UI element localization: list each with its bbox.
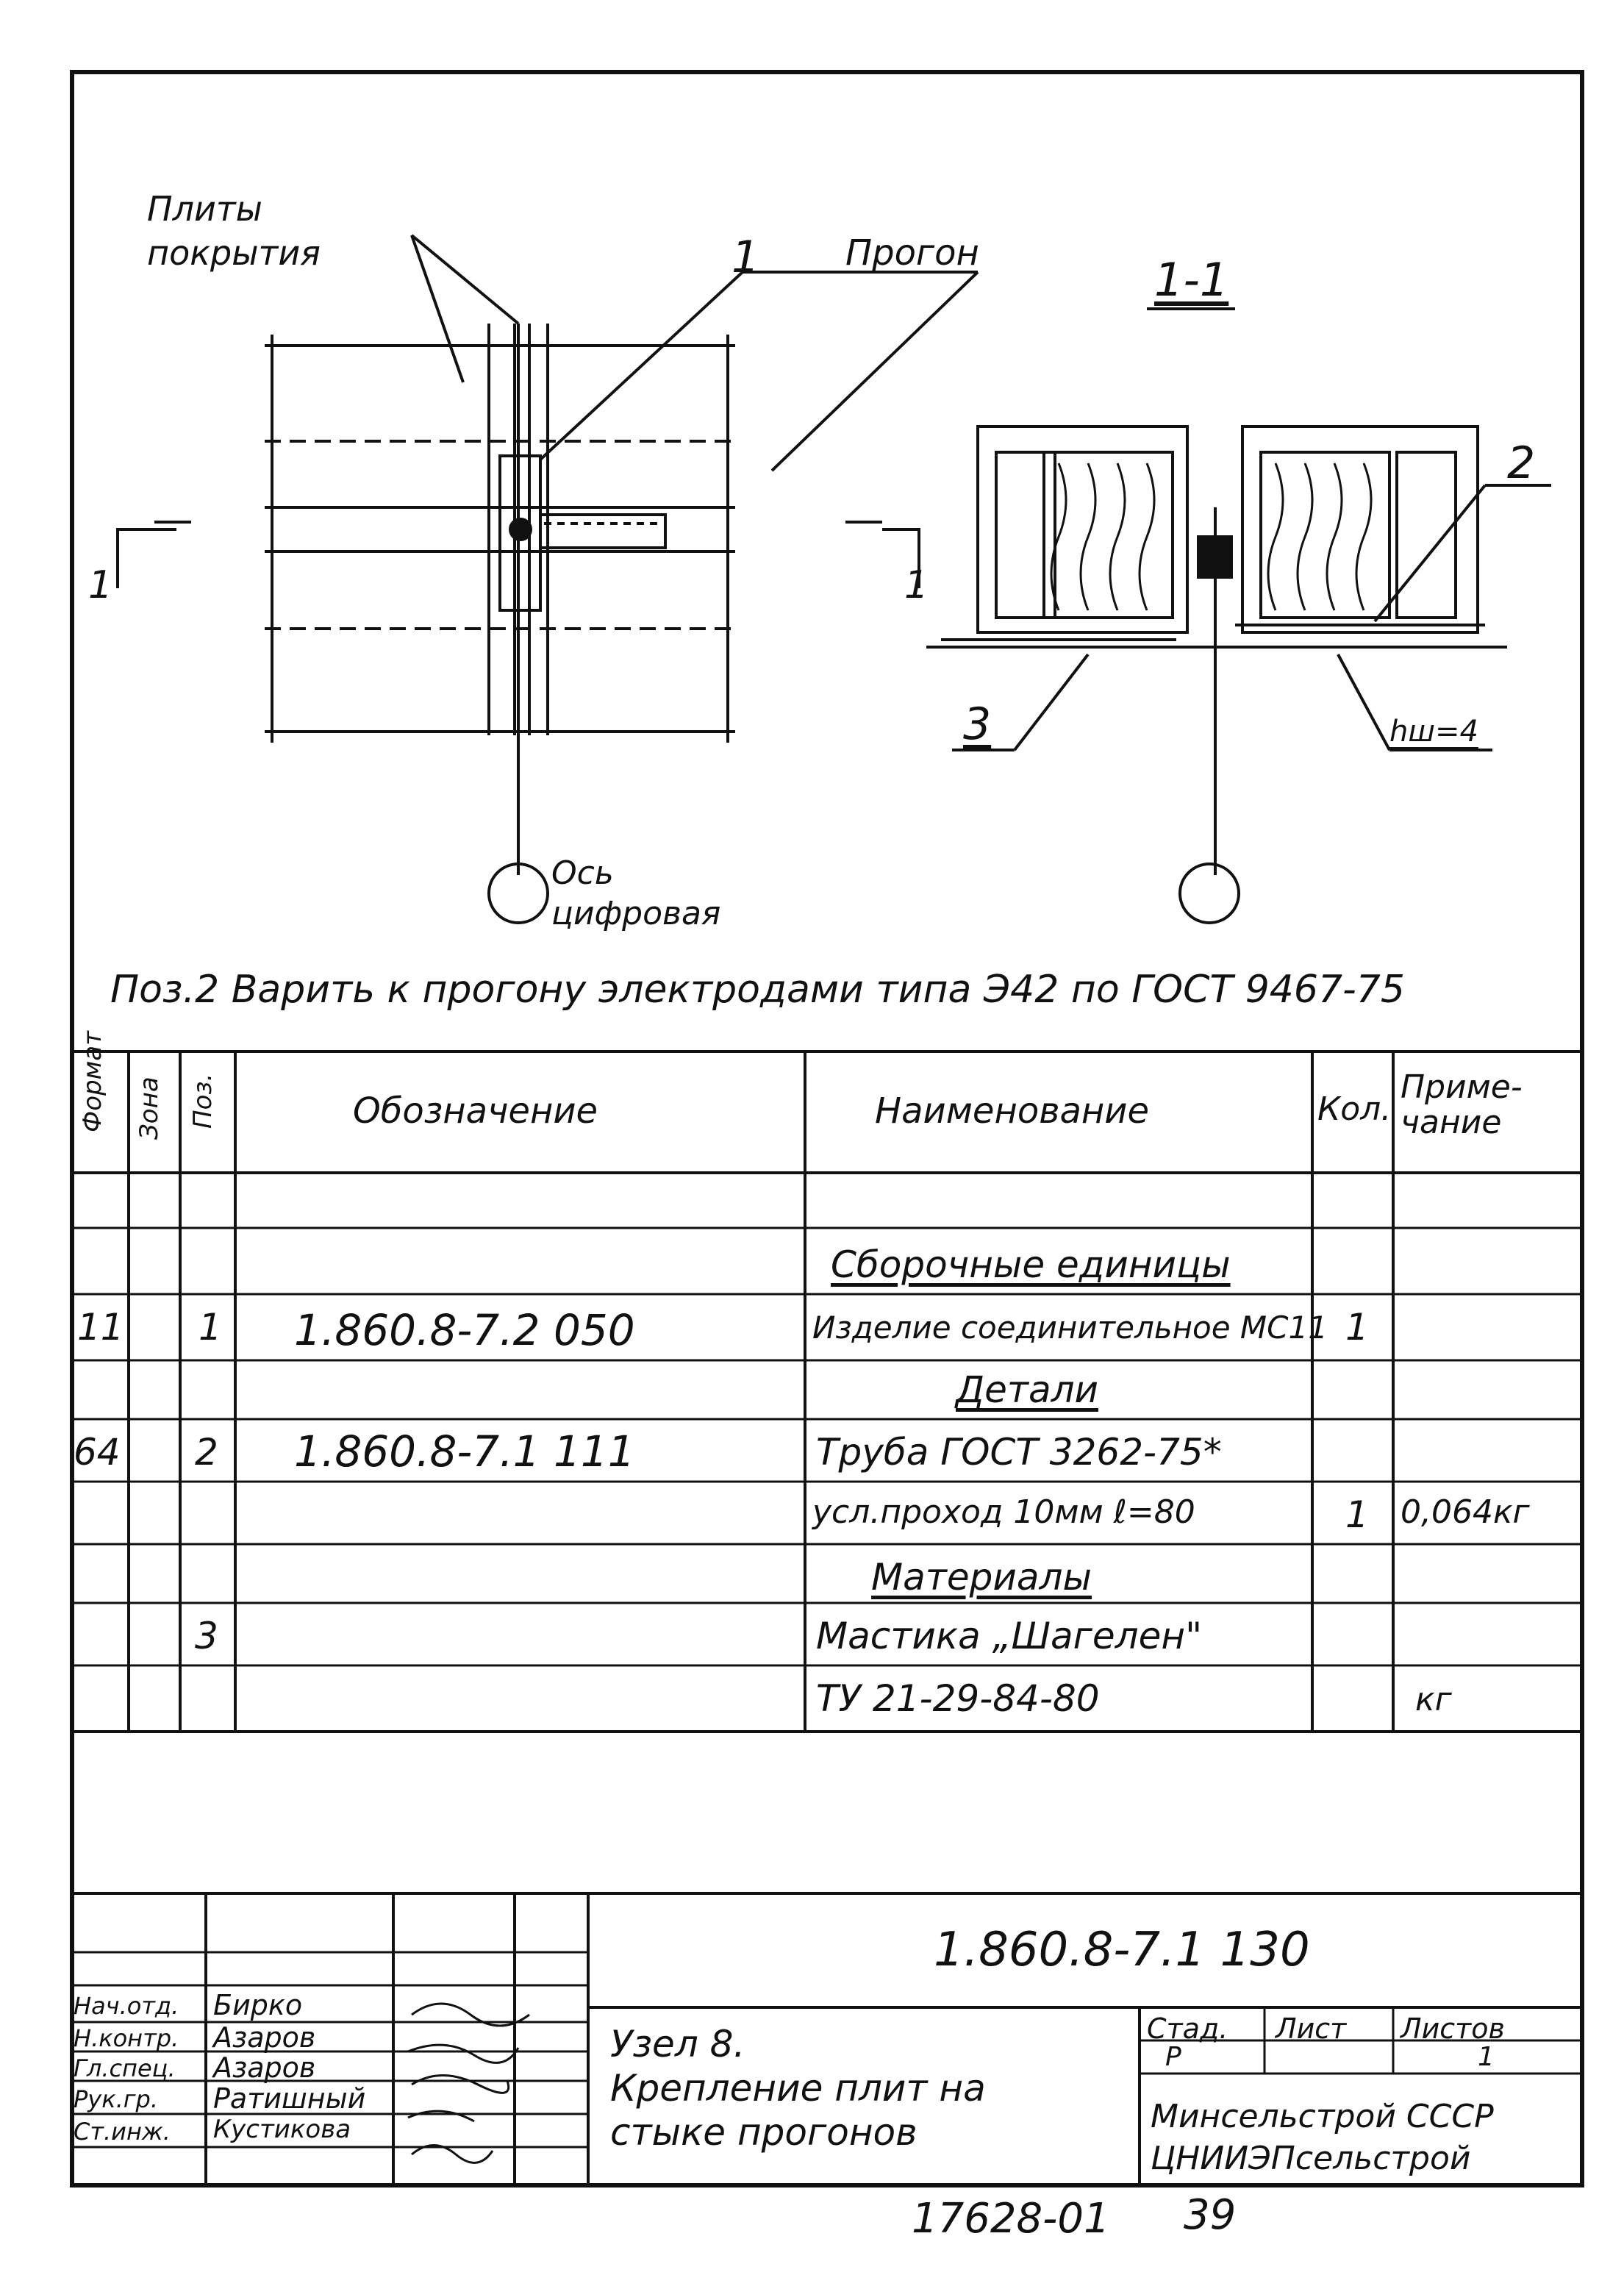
cut-left-label: 1 (88, 563, 113, 607)
section-view (926, 309, 1551, 923)
purlin-label: Прогон (845, 232, 979, 274)
sheets-label: Листов (1401, 2013, 1505, 2045)
role: Ст.инж. (74, 2118, 171, 2146)
role: Рук.гр. (74, 2085, 159, 2113)
header-designation: Обозначение (353, 1090, 598, 1132)
pos1-label: 1 (731, 232, 760, 283)
row-format: 11 (77, 1306, 124, 1349)
role: Н.контр. (74, 2024, 179, 2052)
row-pos: 1 (198, 1306, 222, 1349)
stage-label: Стад. (1147, 2013, 1228, 2045)
header-format: Формат (78, 1031, 107, 1132)
archive-number: 17628-01 (912, 2195, 1110, 2243)
document-code: 1.860.8-7.1 130 (934, 1923, 1310, 1977)
row-format: 64 (74, 1431, 121, 1474)
row-name: Труба ГОСТ 3262-75* (816, 1431, 1222, 1474)
person: Бирко (213, 1989, 303, 2021)
section-materials: Материалы (871, 1556, 1092, 1599)
pos3-label: 3 (963, 699, 992, 750)
row-qty: 1 (1345, 1493, 1369, 1536)
header-qty: Кол. (1317, 1090, 1392, 1128)
cut-right-label: 1 (904, 563, 929, 607)
row-note: 0,064кг (1401, 1493, 1530, 1531)
axis-label: Ось цифровая (551, 854, 721, 932)
row-designation: 1.860.8-7.1 111 (294, 1426, 635, 1476)
stage-value: Р (1165, 2042, 1181, 2072)
role: Нач.отд. (74, 1992, 179, 2020)
person: Ратишный (213, 2082, 366, 2115)
plan-view (154, 232, 979, 923)
sheets-value: 1 (1478, 2042, 1495, 2072)
role: Гл.спец. (74, 2054, 176, 2082)
weld-label: hш=4 (1389, 715, 1478, 749)
section-details: Детали (956, 1368, 1099, 1411)
row-name: ТУ 21-29-84-80 (816, 1677, 1100, 1720)
row-name: Изделие соединительное МС11 (812, 1310, 1328, 1346)
row-designation: 1.860.8-7.2 050 (294, 1305, 635, 1355)
section-assembly-units: Сборочные единицы (831, 1243, 1231, 1286)
row-pos: 2 (195, 1431, 218, 1474)
drawing-title: Узел 8. Крепление плит на стыке прогонов (610, 2023, 986, 2154)
header-name: Наименование (875, 1090, 1150, 1132)
row-name: Мастика „Шагелен" (816, 1615, 1203, 1657)
welding-note: Поз.2 Варить к прогону электродами типа Э42 по ГОСТ 9467-75 (110, 968, 1405, 1012)
pos2-label: 2 (1507, 438, 1536, 489)
person: Кустикова (213, 2115, 351, 2144)
organization: Минсельстрой СССР ЦНИИЭПсельстрой (1151, 2098, 1494, 2178)
section-title: 1-1 (1154, 253, 1229, 307)
row-qty: 1 (1345, 1306, 1369, 1349)
row-note: кг (1415, 1681, 1452, 1718)
person: Азаров (213, 2051, 316, 2084)
row-pos: 3 (195, 1615, 218, 1657)
header-pos: Поз. (188, 1073, 218, 1129)
sheet-label: Лист (1276, 2013, 1347, 2045)
row-name: усл.проход 10мм ℓ=80 (812, 1493, 1195, 1531)
person: Азаров (213, 2021, 316, 2054)
slabs-label: Плиты покрытия (147, 189, 321, 273)
header-note: Приме- чание (1401, 1068, 1523, 1142)
page-number: 39 (1184, 2191, 1237, 2239)
header-zone: Зона (135, 1076, 164, 1140)
